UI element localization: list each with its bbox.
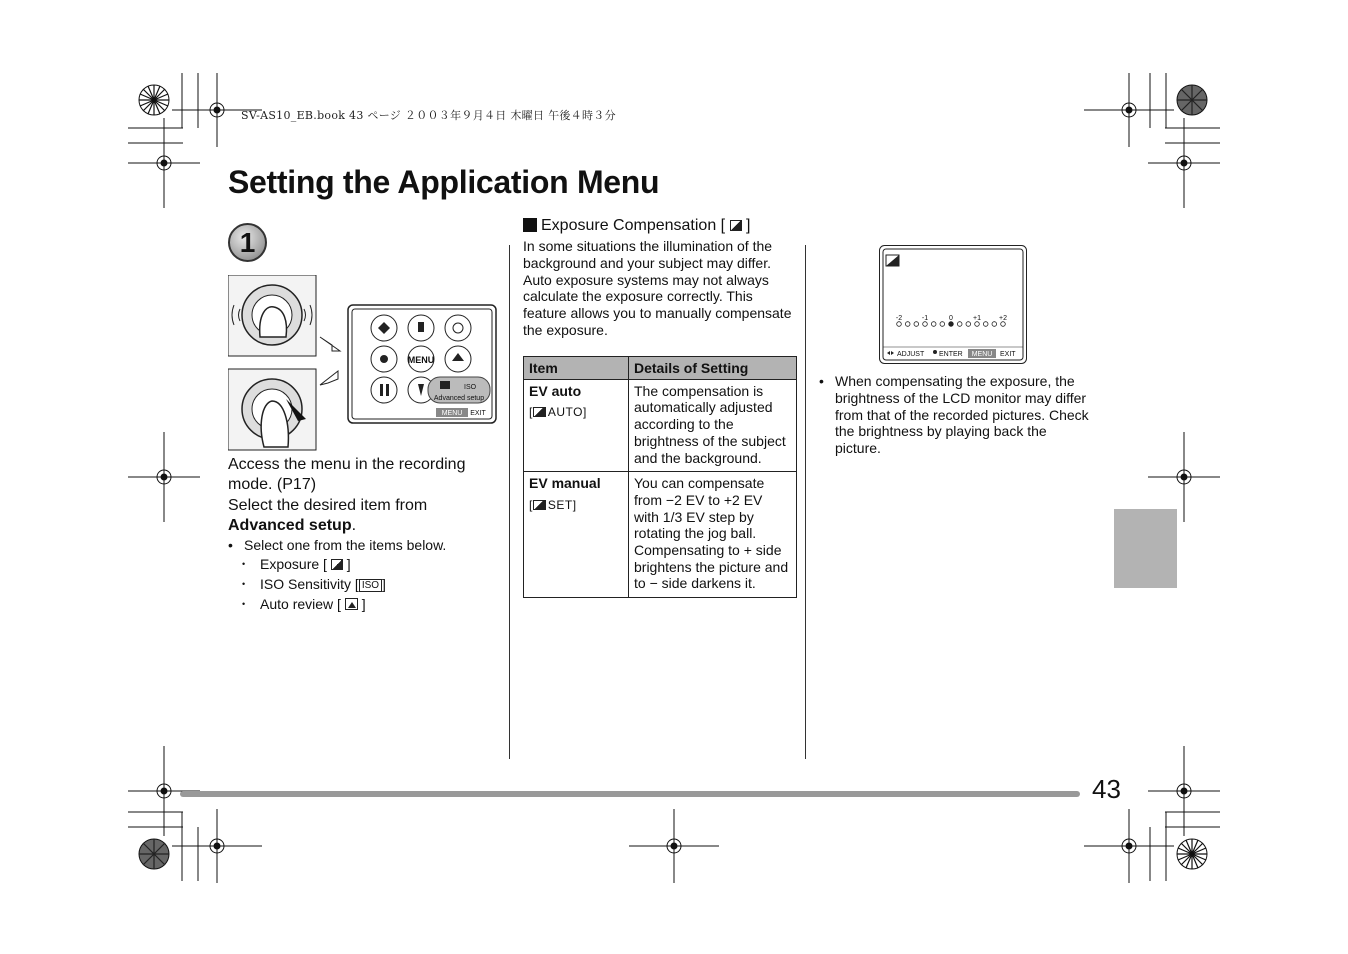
section-heading xyxy=(523,217,750,235)
mode-label: AUTO xyxy=(547,405,583,420)
table-header-details: Details of Setting xyxy=(629,357,797,380)
section-intro: In some situations the illumination of the background and your subject may differ. Auto exposure systems may not always calculate the exposure correctly. This feature allows you to manually compensate the exposure. xyxy=(523,238,792,338)
lcd-footer-menu: MENU xyxy=(971,351,993,358)
lcd-exposure-screen xyxy=(879,245,1027,364)
table-row xyxy=(524,379,797,472)
items-list xyxy=(228,554,498,614)
table-cell-details: The compensation is automatically adjusted according to the brightness of the subject and the background. xyxy=(629,379,797,472)
table-row xyxy=(524,472,797,598)
exposure-icon xyxy=(331,559,343,570)
item-name: EV auto xyxy=(529,382,582,399)
instruction-para-1: Access the menu in the recording mode. (P17) xyxy=(228,456,466,493)
lcd-footer-adjust: ADJUST xyxy=(897,351,925,358)
scale-label: 0 xyxy=(949,315,953,322)
scale-label: +1 xyxy=(973,315,981,322)
bullet-text: Select one from the items below. xyxy=(244,537,447,553)
scale-label: +2 xyxy=(999,315,1007,322)
list-item-iso xyxy=(228,574,498,594)
bracket-open: [ xyxy=(529,497,533,512)
bullet-select-one xyxy=(228,536,446,554)
lcd-footer-enter: ENTER xyxy=(939,351,963,358)
scale-label: -1 xyxy=(921,315,929,322)
item-label: ISO Sensitivity [ xyxy=(260,576,359,592)
heading-suffix: ] xyxy=(741,217,751,234)
lcd-footer-exit: EXIT xyxy=(1000,351,1016,358)
para2-suffix: . xyxy=(351,517,357,534)
menu-screen-footer-exit: EXIT xyxy=(470,410,486,417)
item-close: ] xyxy=(382,576,386,592)
scale-label: -2 xyxy=(895,315,903,322)
para2-bold-term: Advanced setup xyxy=(228,517,352,534)
brightness-note xyxy=(819,373,1089,457)
note-text: • When compensating the exposure, the brightness of the LCD monitor may differ from that of the recorded pictures. Check the brightness by playing back the picture. xyxy=(835,373,1089,457)
iso-icon: ISO xyxy=(359,579,382,592)
section-square-icon xyxy=(523,218,537,232)
item-mode-indicator xyxy=(529,405,587,419)
list-item-auto-review xyxy=(228,594,498,614)
settings-table xyxy=(523,356,797,598)
item-mode-indicator xyxy=(529,498,577,512)
bracket-close: ] xyxy=(572,497,577,512)
table-header-item: Item xyxy=(524,357,629,380)
menu-screen-iso-label: ISO xyxy=(464,384,477,391)
bracket-close: ] xyxy=(582,405,587,420)
ev-icon xyxy=(533,500,546,510)
mode-label: SET xyxy=(547,497,573,512)
step-number-badge: 1 xyxy=(228,223,267,262)
menu-screen-footer-menu: MENU xyxy=(441,410,463,417)
para2-prefix: Select the desired item from xyxy=(228,497,428,514)
auto-review-icon xyxy=(345,598,358,610)
page-number: 43 xyxy=(1092,774,1121,804)
heading-prefix: Exposure Compensation [ xyxy=(541,217,726,234)
table-cell-item xyxy=(524,379,629,472)
ev-icon xyxy=(533,407,546,417)
footer-bar xyxy=(180,791,1080,797)
item-close: ] xyxy=(342,556,351,572)
item-name: EV manual xyxy=(529,475,601,492)
instruction-para-2 xyxy=(228,496,498,536)
chapter-tab xyxy=(1114,509,1177,588)
column-divider-1 xyxy=(509,245,510,759)
menu-screen-advanced-label: Advanced setup xyxy=(433,395,485,402)
table-header-row xyxy=(524,357,797,380)
bracket-open: [ xyxy=(529,405,533,420)
camera-menu-illustration xyxy=(228,275,500,451)
table-cell-details: You can compensate from −2 EV to +2 EV with 1/3 EV step by rotating the jog ball. Compensating to + side brightens the picture and to − side darkens it. xyxy=(629,472,797,598)
item-label: Exposure [ xyxy=(260,556,327,572)
list-item-exposure xyxy=(228,554,498,574)
item-close: ] xyxy=(357,596,366,612)
file-header: SV-AS10_EB.book 43 ページ ２００３年９月４日 木曜日 午後４時３分 xyxy=(241,109,616,122)
menu-screen-menu-label: MENU xyxy=(407,355,435,365)
column-divider-2 xyxy=(805,245,806,759)
table-cell-item xyxy=(524,472,629,598)
page-title: Setting the Application Menu xyxy=(228,164,660,200)
exposure-icon xyxy=(730,220,742,231)
item-label: Auto review [ xyxy=(260,596,341,612)
